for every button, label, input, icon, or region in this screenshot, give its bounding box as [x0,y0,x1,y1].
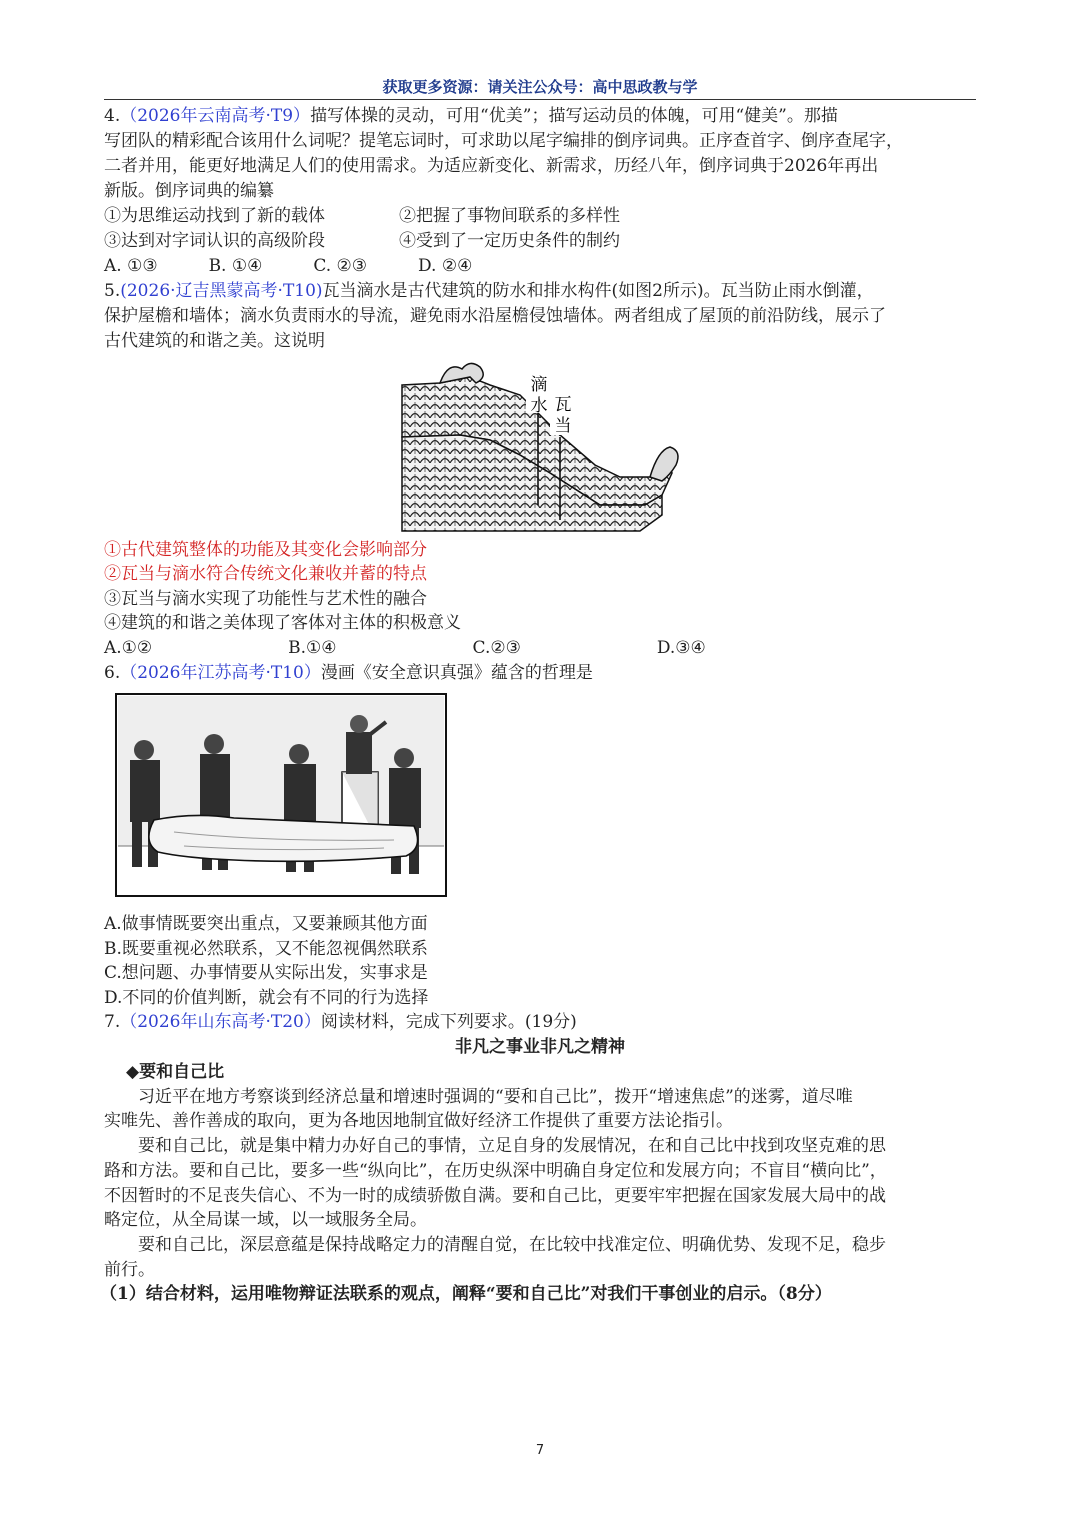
q7-para-line-3: 要和自己比，就是集中精力办好自己的事情，立足自身的发展情况，在和自己比中找到攻坚克难的思 [104,1136,886,1156]
q6-source: （2026年江苏高考·T10） [120,663,321,683]
q7-subquestion-1: （1）结合材料，运用唯物辩证法联系的观点，阐释“要和自己比”对我们干事创业的启示。（8分） [100,1284,832,1304]
q4-option-1: ①为思维运动找到了新的载体 [104,206,325,226]
q7-para-line-5: 不因暂时的不足丧失信心、不为一时的成绩骄傲自满。要和自己比，更要牢牢把握在国家发展大局中的战 [104,1186,886,1206]
q7-para-line-7: 要和自己比，深层意蕴是保持战略定力的清醒自觉，在比较中找准定位、明确优势、发现不足，稳步 [104,1235,886,1255]
q7-subheading: ◆要和自己比 [126,1062,225,1082]
q4-stem-4: 新版。倒序词典的编纂 [104,181,274,201]
q4-options-row-1 [104,204,976,229]
q5-option-2: ②瓦当与滴水符合传统文化兼收并蓄的特点 [104,564,427,584]
q4-stem-1: 描写体操的灵动，可用“优美”；描写运动员的体魄，可用“健美”。那描 [310,106,838,126]
safety-cartoon-image [114,692,448,898]
q5-option-1: ①古代建筑整体的功能及其变化会影响部分 [104,540,427,560]
q5-stem-1: 瓦当滴水是古代建筑的防水和排水构件(如图2所示)。瓦当防止雨水倒灌， [322,281,874,301]
q7-source: （2026年山东高考·T20） [120,1012,321,1032]
q4-stem-2: 写团队的精彩配合该用什么词呢？提笔忘词时，可求助以尾字编排的倒序词典。正序查首字、倒序查尾字， [104,131,903,151]
q6-line-1 [104,661,976,686]
q7-para-line-4: 路和方法。要和自己比，要多一些“纵向比”，在历史纵深中明确自身定位和发展方向；不盲目“横向比”， [104,1161,887,1181]
q7-number: 7. [104,1012,121,1032]
q5-choices: A.①② B.①④ C.②③ D.③④ [104,638,706,658]
q4-option-2: ②把握了事物间联系的多样性 [399,206,620,226]
eave-end-icon [650,447,678,481]
q6-option-b: B.既要重视必然联系，又不能忽视偶然联系 [104,939,428,959]
q6-option-a: A.做事情既要突出重点，又要兼顾其他方面 [104,914,428,934]
roof-eave-figure [400,355,685,533]
q6-number: 6. [104,663,121,683]
q5-line-1 [104,279,976,304]
wadang-label-1: 瓦 [554,395,572,415]
q6-option-c: C.想问题、办事情要从实际出发，实事求是 [104,963,428,983]
q5-source: (2026·辽吉黑蒙高考·T10) [120,281,323,301]
dishui-label-2: 水 [530,396,548,416]
q4-stem-3: 二者并用，能更好地满足人们的使用需求。为适应新变化、新需求，历经八年，倒序词典于2026年再出 [104,156,879,176]
q4-line-1 [104,104,976,129]
header-divider [104,99,976,100]
q6-option-d: D.不同的价值判断，就会有不同的行为选择 [104,988,429,1008]
q7-para-line-8: 前行。 [104,1260,155,1280]
q6-stem: 漫画《安全意识真强》蕴含的哲理是 [320,663,593,683]
q7-para-line-1: 习近平在地方考察谈到经济总量和增速时强调的“要和自己比”，拨开“增速焦虑”的迷雾，道尽唯 [104,1087,853,1107]
q7-para-line-2: 实唯先、善作善成的取向，更为各地因地制宜做好经济工作提供了重要方法论指引。 [104,1111,733,1131]
q4-source: （2026年云南高考·T9） [120,106,311,126]
page-number: 7 [535,1443,545,1458]
q5-stem-3: 古代建筑的和谐之美。这说明 [104,331,325,351]
page-header: 获取更多资源：请关注公众号：高中思政教与学 [382,78,698,96]
q4-number: 4. [104,106,121,126]
q7-line-1 [104,1010,976,1035]
q4-choices: A. ①③ B. ①④ C. ②③ D. ②④ [104,256,473,276]
wadang-label-2: 当 [554,416,572,436]
q7-para-line-6: 略定位，从全局谋一域，以一域服务全局。 [104,1210,427,1230]
q5-number: 5. [104,281,121,301]
q7-material-title: 非凡之事业非凡之精神 [455,1037,625,1057]
q5-option-3: ③瓦当与滴水实现了功能性与艺术性的融合 [104,589,427,609]
worker-on-stool-icon [346,732,372,774]
q5-option-4: ④建筑的和谐之美体现了客体对主体的积极意义 [104,613,461,633]
q4-option-4: ④受到了一定历史条件的制约 [399,231,620,251]
q7-stem: 阅读材料，完成下列要求。(19分) [320,1012,577,1032]
q4-option-3: ③达到对字词认识的高级阶段 [104,231,325,251]
q5-stem-2: 保护屋檐和墙体；滴水负责雨水的导流，避免雨水沿屋檐侵蚀墙体。两者组成了屋顶的前沿防线，展示了 [104,306,886,326]
dishui-label-1: 滴 [530,375,548,395]
q4-options-row-2 [104,229,976,254]
